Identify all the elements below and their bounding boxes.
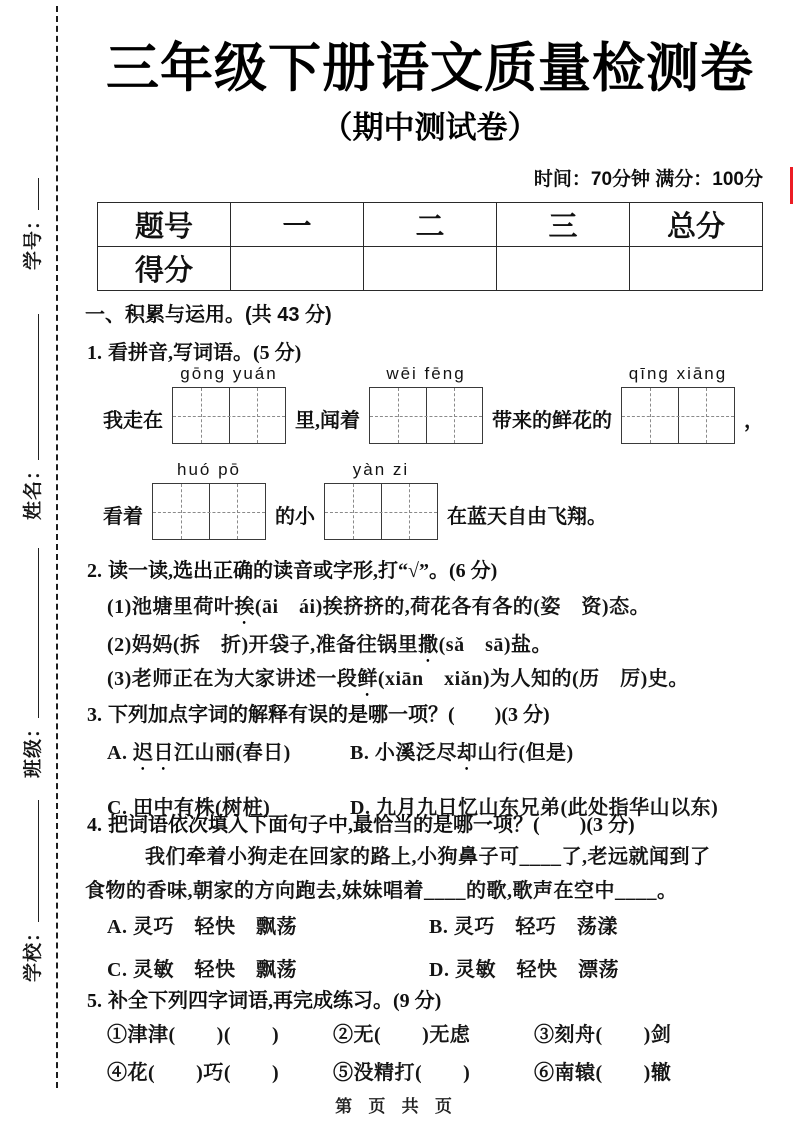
score-table-cell-three: 三 bbox=[497, 203, 630, 247]
grid-center-dashed-line bbox=[325, 512, 437, 513]
score-table-cell-total: 总分 bbox=[630, 203, 763, 247]
pinyin-word-grid bbox=[324, 460, 438, 540]
page-title: 三年级下册语文质量检测卷 bbox=[106, 39, 754, 98]
q4-option-b: B. 灵巧 轻巧 荡漾 bbox=[429, 916, 618, 938]
emphasized-text: 山东 bbox=[478, 797, 520, 819]
q1-sentence-text: ， bbox=[744, 410, 764, 432]
emphasized-text: 撒 bbox=[418, 634, 439, 656]
student-id-field bbox=[18, 178, 45, 270]
grid-center-dashed-line bbox=[370, 416, 482, 417]
q5-item-3: ③刻舟( )剑 bbox=[534, 1024, 672, 1046]
emphasized-text: 鲜 bbox=[357, 668, 378, 690]
q5-heading bbox=[87, 984, 441, 1013]
score-cell-empty-3 bbox=[497, 247, 630, 291]
pinyin-word-grid bbox=[152, 460, 266, 540]
q5-item-4: ④花( )巧( ) bbox=[107, 1062, 280, 1084]
pinyin-label: gōng yuán bbox=[180, 364, 278, 383]
q2-text: 读一读,选出正确的读音或字形,打“√”。(6 分) bbox=[108, 560, 498, 582]
q1-sentence-text: 我走在 bbox=[103, 410, 163, 432]
emphasized-text: 迟日 bbox=[132, 742, 174, 764]
q3-option-a bbox=[107, 736, 350, 775]
text-segment: C. 田中有 bbox=[107, 797, 195, 819]
school-label: 学校： bbox=[23, 921, 44, 982]
emphasized-text: 株 bbox=[194, 797, 215, 819]
text-segment: (3)老师正在为大家讲述一段 bbox=[107, 668, 358, 690]
time-score-info: 时间：70分钟 满分：100分 bbox=[533, 169, 763, 190]
score-cell-empty-4 bbox=[630, 247, 763, 291]
q5-number: 5. bbox=[87, 990, 102, 1012]
q5-row-1 bbox=[107, 1018, 762, 1047]
grid-center-dashed-line bbox=[622, 416, 734, 417]
student-name-field bbox=[18, 314, 45, 520]
character-writing-grid bbox=[621, 387, 735, 444]
school-field bbox=[18, 800, 45, 982]
character-writing-grid bbox=[172, 387, 286, 444]
q5-item-2: ②无( )无虑 bbox=[333, 1024, 471, 1046]
school-blank bbox=[34, 800, 39, 922]
character-writing-grid bbox=[152, 483, 266, 540]
pinyin-label: wēi fēng bbox=[386, 364, 466, 383]
q2-number: 2. bbox=[87, 560, 102, 582]
q4-number: 4. bbox=[87, 814, 102, 836]
q4-option-c: C. 灵敏 轻快 飘荡 bbox=[107, 959, 297, 981]
q1-sentence-text: 带来的鲜花的 bbox=[492, 410, 612, 432]
student-name-blank bbox=[34, 314, 39, 460]
q1-sentence-text: 在蓝天自由飞翔。 bbox=[447, 506, 607, 528]
q4-option-a: A. 灵巧 轻快 飘荡 bbox=[107, 916, 297, 938]
score-cell-empty-2 bbox=[364, 247, 497, 291]
text-segment: (xiān xiǎn)为人知的(历 厉)史。 bbox=[377, 668, 689, 690]
text-segment: 山行(但是) bbox=[477, 742, 574, 764]
text-segment: (āi ái)挨挤挤的,荷花各有各的(姿 资)态。 bbox=[254, 596, 651, 618]
class-blank bbox=[34, 548, 39, 718]
q1-text: 看拼音,写词语。(5 分) bbox=[108, 342, 302, 364]
student-name-label: 姓名： bbox=[23, 459, 44, 520]
q2-item-3 bbox=[107, 662, 689, 701]
text-segment: (2)妈妈(拆 折)开袋子,准备往锅里 bbox=[107, 634, 419, 656]
q5-item-5: ⑤没精打( ) bbox=[333, 1062, 471, 1084]
q4-paragraph-line1: 我们牵着小狗走在回家的路上,小狗鼻子可____了,老远就闻到了 bbox=[145, 846, 711, 868]
grid-center-dashed-line bbox=[173, 416, 285, 417]
pinyin-word-grid bbox=[369, 364, 483, 444]
q1-heading bbox=[87, 336, 301, 365]
q5-row-2 bbox=[107, 1056, 762, 1085]
score-table-header-row bbox=[98, 203, 763, 247]
class-label: 班级： bbox=[23, 717, 44, 778]
score-table-cell-two: 二 bbox=[364, 203, 497, 247]
score-table-cell-one: 一 bbox=[231, 203, 364, 247]
text-segment: 江山丽(春日) bbox=[173, 742, 291, 764]
text-segment: D. 九月九日忆 bbox=[350, 797, 479, 819]
q4-options bbox=[107, 910, 757, 982]
pinyin-label: yàn zi bbox=[352, 460, 410, 479]
pinyin-word-grid bbox=[172, 364, 286, 444]
q3-option-b bbox=[350, 736, 757, 775]
q4-paragraph-line2: 食物的香味,朝家的方向跑去,妹妹唱着____的歌,歌声在空中____。 bbox=[85, 880, 678, 902]
q4-option-d: D. 灵敏 轻快 漂荡 bbox=[429, 959, 619, 981]
q1-sentence-text: 里,闻着 bbox=[295, 410, 360, 432]
class-field bbox=[18, 548, 45, 778]
q4-text: 把词语依次填入下面句子中,最恰当的是哪一项？( )(3 分) bbox=[108, 814, 635, 836]
q3-heading bbox=[87, 698, 550, 727]
q1-number: 1. bbox=[87, 342, 102, 364]
grid-center-dashed-line bbox=[153, 512, 265, 513]
pinyin-label: qīng xiāng bbox=[628, 364, 728, 383]
score-table-cell-defen: 得分 bbox=[98, 247, 231, 291]
q1-row-1 bbox=[103, 364, 764, 444]
q3-number: 3. bbox=[87, 704, 102, 726]
q5-item-1: ①津津( )( ) bbox=[107, 1024, 280, 1046]
student-id-blank bbox=[34, 178, 39, 210]
q2-item-1 bbox=[107, 590, 650, 629]
character-writing-grid bbox=[324, 483, 438, 540]
page-subtitle: （期中测试卷） bbox=[321, 110, 539, 145]
score-table bbox=[97, 202, 763, 291]
emphasized-text: 挨 bbox=[234, 596, 255, 618]
score-table-score-row bbox=[98, 247, 763, 291]
q5-text: 补全下列四字词语,再完成练习。(9 分) bbox=[108, 990, 442, 1012]
q3-text: 下列加点字词的解释有误的是哪一项？( )(3 分) bbox=[108, 704, 550, 726]
page-footer: 第 页 共 页 bbox=[335, 1097, 458, 1116]
text-segment: (1)池塘里荷叶 bbox=[107, 596, 235, 618]
pinyin-word-grid bbox=[621, 364, 735, 444]
emphasized-text: 却 bbox=[456, 742, 478, 764]
q1-sentence-text: 的小 bbox=[275, 506, 315, 528]
character-writing-grid bbox=[369, 387, 483, 444]
section1-heading: 一、积累与运用。(共 43 分) bbox=[85, 304, 332, 326]
seal-dashed-line bbox=[56, 6, 58, 1088]
score-table-cell-tihao: 题号 bbox=[98, 203, 231, 247]
text-segment: (树桩) bbox=[214, 797, 271, 819]
text-segment: (sǎ sā)盐。 bbox=[438, 634, 553, 656]
text-segment: B. 小溪泛尽 bbox=[350, 742, 457, 764]
student-id-label: 学号： bbox=[23, 209, 44, 270]
q5-item-6: ⑥南辕( )辙 bbox=[534, 1062, 672, 1084]
pinyin-label: huó pō bbox=[177, 460, 241, 479]
score-cell-empty-1 bbox=[231, 247, 364, 291]
q4-heading bbox=[87, 808, 635, 837]
text-segment: A. bbox=[107, 742, 133, 764]
q1-sentence-text: 看着 bbox=[103, 506, 143, 528]
q1-row-2 bbox=[103, 460, 607, 540]
q2-heading bbox=[87, 554, 497, 583]
text-segment: 兄弟(此处指华山以东) bbox=[519, 797, 719, 819]
